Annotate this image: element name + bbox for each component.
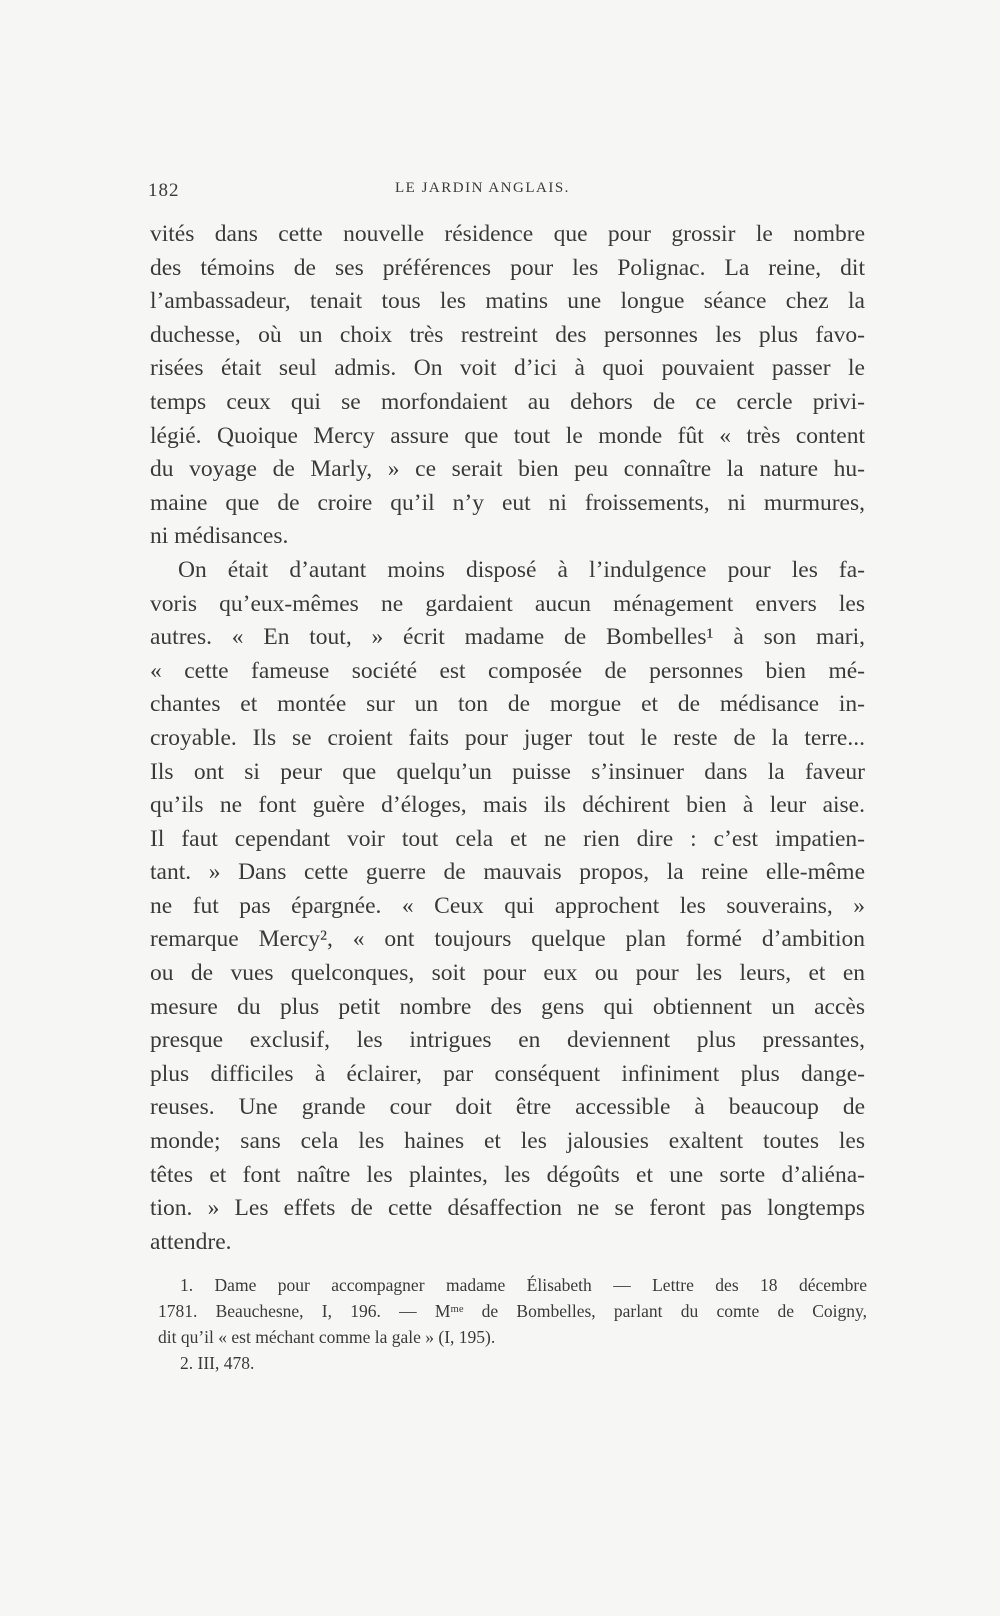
footnote-line: dit qu’il « est méchant comme la gale » (I, 195). — [158, 1327, 496, 1347]
text-line: chantes et montée sur un ton de morgue et de médisance in- — [150, 691, 865, 718]
footnotes — [158, 1272, 867, 1376]
text-line: mesure du plus petit nombre des gens qui obtiennent un accès — [150, 993, 865, 1020]
text-line: attendre. — [150, 1228, 232, 1255]
text-line: temps ceux qui se morfondaient au dehors de ce cercle privi- — [150, 388, 865, 415]
text-line: remarque Mercy², « ont toujours quelque plan formé d’ambition — [150, 926, 865, 953]
text-line: des témoins de ses préférences pour les Polignac. La reine, dit — [150, 254, 865, 281]
text-line: tion. » Les effets de cette désaffection ne se feront pas longtemps — [150, 1195, 865, 1222]
text-line: plus difficiles à éclairer, par conséquent infiniment plus dange- — [150, 1060, 865, 1087]
text-line: têtes et font naître les plaintes, les dégoûts et une sorte d’aliéna- — [150, 1161, 865, 1188]
text-line: vités dans cette nouvelle résidence que pour grossir le nombre — [150, 221, 865, 247]
text-line: ni médisances. — [150, 523, 289, 550]
body-text — [150, 218, 865, 1259]
text-line: du voyage de Marly, » ce serait bien peu connaître la nature hu- — [150, 456, 865, 483]
footnote-line: 1. Dame pour accompagner madame Élisabeth — Lettre des 18 décembre — [180, 1275, 867, 1295]
text-line: l’ambassadeur, tenait tous les matins une longue séance chez la — [150, 288, 865, 315]
footnote-line: 1781. Beauchesne, I, 196. — Mᵐᵉ de Bombelles, parlant du comte de Coigny, — [158, 1301, 867, 1321]
page-number: 182 — [148, 180, 180, 201]
footnote-line: 2. III, 478. — [180, 1353, 255, 1373]
text-line: risées était seul admis. On voit d’ici à quoi pouvaient passer le — [150, 355, 865, 382]
text-line: Il faut cependant voir tout cela et ne rien dire : c’est impatien- — [150, 825, 865, 852]
text-line: Ils ont si peur que quelqu’un puisse s’insinuer dans la faveur — [150, 758, 865, 785]
text-line: monde; sans cela les haines et les jalousies exaltent toutes les — [150, 1128, 865, 1155]
running-title: LE JARDIN ANGLAIS. — [395, 180, 570, 196]
text-line: voris qu’eux-mêmes ne gardaient aucun ménagement envers les — [150, 590, 865, 617]
text-line: presque exclusif, les intrigues en deviennent plus pressantes, — [150, 1027, 865, 1054]
text-line: croyable. Ils se croient faits pour juger tout le reste de la terre... — [150, 724, 865, 751]
text-line: qu’ils ne font guère d’éloges, mais ils déchirent bien à leur aise. — [150, 792, 865, 819]
text-line: reuses. Une grande cour doit être accessible à beaucoup de — [150, 1094, 865, 1121]
text-line: légié. Quoique Mercy assure que tout le monde fût « très content — [150, 422, 865, 449]
text-line: ou de vues quelconques, soit pour eux ou pour les leurs, et en — [150, 960, 865, 987]
text-line: duchesse, où un choix très restreint des personnes les plus favo- — [150, 321, 865, 348]
running-head — [148, 180, 848, 204]
text-line: autres. « En tout, » écrit madame de Bombelles¹ à son mari, — [150, 624, 865, 651]
text-line: tant. » Dans cette guerre de mauvais propos, la reine elle-même — [150, 859, 865, 886]
text-line: « cette fameuse société est composée de personnes bien mé- — [150, 657, 865, 684]
text-line: maine que de croire qu’il n’y eut ni froissements, ni murmures, — [150, 489, 865, 516]
text-line: ne fut pas épargnée. « Ceux qui approchent les souverains, » — [150, 892, 865, 919]
text-line: On était d’autant moins disposé à l’indulgence pour les fa- — [178, 556, 865, 583]
